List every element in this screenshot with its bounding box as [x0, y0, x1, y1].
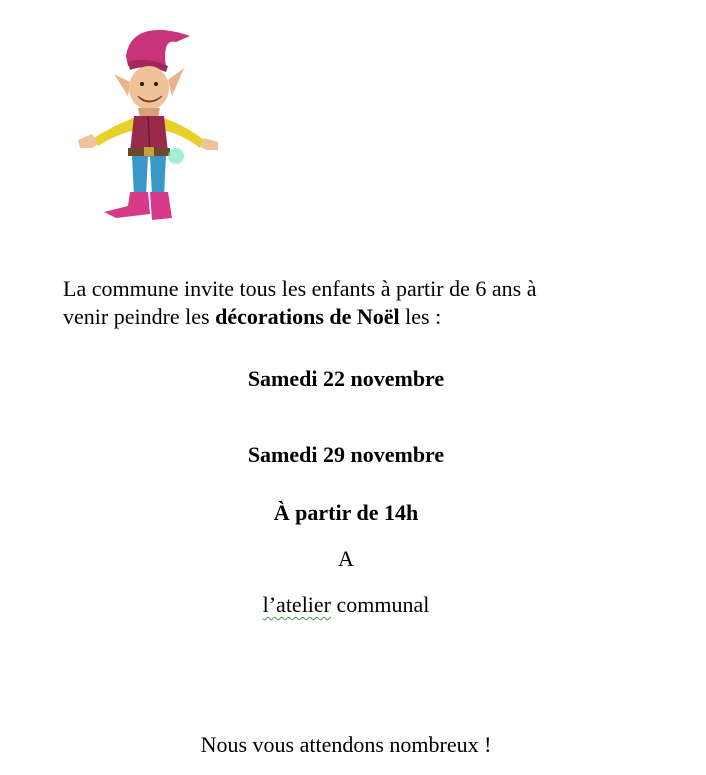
elf-illustration — [68, 22, 228, 234]
closing-message: Nous vous attendons nombreux ! — [200, 732, 492, 757]
location-underlined-word: l’atelier — [262, 592, 332, 617]
intro-line-2 — [63, 303, 663, 331]
decorations-highlight: décorations de Noël — [215, 304, 400, 329]
invitation-paragraph — [63, 275, 663, 331]
start-time: À partir de 14h — [273, 500, 419, 525]
intro-line-2-end: les : — [405, 304, 442, 329]
date-first: Samedi 22 novembre — [247, 366, 445, 391]
location-rest: communal — [336, 592, 430, 617]
intro-line-2-start: venir peindre les — [63, 304, 210, 329]
location-preposition: A — [338, 546, 354, 571]
date-second: Samedi 29 novembre — [247, 442, 445, 467]
location-name — [0, 592, 692, 618]
intro-line-1: La commune invite tous les enfants à partir de 6 ans à — [63, 276, 537, 301]
